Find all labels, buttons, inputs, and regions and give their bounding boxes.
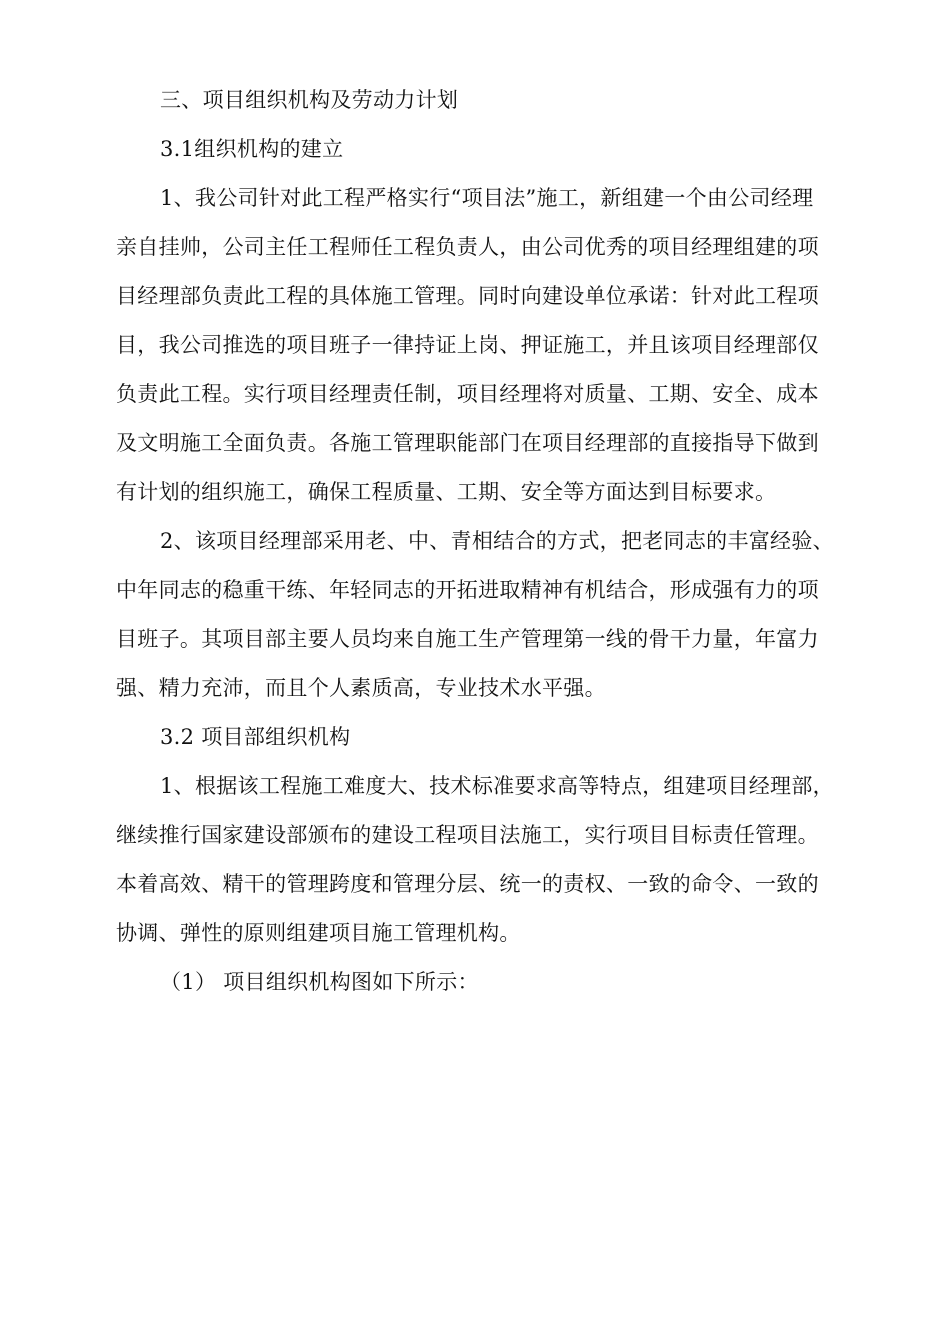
paragraph-1 [116, 174, 864, 517]
paragraph-line: 本着高效、精干的管理跨度和管理分层、统一的责权、一致的命令、一致的 [116, 872, 819, 896]
section-title: 三、项目组织机构及劳动力计划 [160, 88, 459, 112]
paragraph-line: 2、该项目经理部采用老、中、青相结合的方式，把老同志的丰富经验、 [160, 529, 834, 553]
subsection-title-3-1: 3.1组织机构的建立 [160, 137, 344, 161]
paragraph-line: 目经理部负责此工程的具体施工管理。同时向建设单位承诺：针对此工程项 [116, 284, 819, 308]
paragraph-3 [116, 762, 864, 958]
paragraph-line: 1、我公司针对此工程严格实行“项目法”施工，新组建一个由公司经理 [160, 186, 814, 210]
document-body [116, 76, 864, 1007]
paragraph-line: 及文明施工全面负责。各施工管理职能部门在项目经理部的直接指导下做到 [116, 431, 819, 455]
paragraph-2 [116, 517, 864, 713]
paragraph-line: 1、根据该工程施工难度大、技术标准要求高等特点，组建项目经理部， [160, 774, 834, 798]
list-item-1: （1） 项目组织机构图如下所示： [160, 970, 479, 994]
paragraph-line: 目，我公司推选的项目班子一律持证上岗、押证施工，并且该项目经理部仅 [116, 333, 819, 357]
paragraph-line: 负责此工程。实行项目经理责任制，项目经理将对质量、工期、安全、成本 [116, 382, 819, 406]
paragraph-line: 强、精力充沛，而且个人素质高，专业技术水平强。 [116, 676, 606, 700]
paragraph-line: 亲自挂帅，公司主任工程师任工程负责人，由公司优秀的项目经理组建的项 [116, 235, 819, 259]
paragraph-line: 继续推行国家建设部颁布的建设工程项目法施工，实行项目目标责任管理。 [116, 823, 819, 847]
subsection-title-3-2: 3.2 项目部组织机构 [160, 725, 351, 749]
paragraph-line: 有计划的组织施工，确保工程质量、工期、安全等方面达到目标要求。 [116, 480, 777, 504]
paragraph-line: 协调、弹性的原则组建项目施工管理机构。 [116, 921, 521, 945]
paragraph-line: 目班子。其项目部主要人员均来自施工生产管理第一线的骨干力量，年富力 [116, 627, 819, 651]
paragraph-line: 中年同志的稳重干练、年轻同志的开拓进取精神有机结合，形成强有力的项 [116, 578, 819, 602]
